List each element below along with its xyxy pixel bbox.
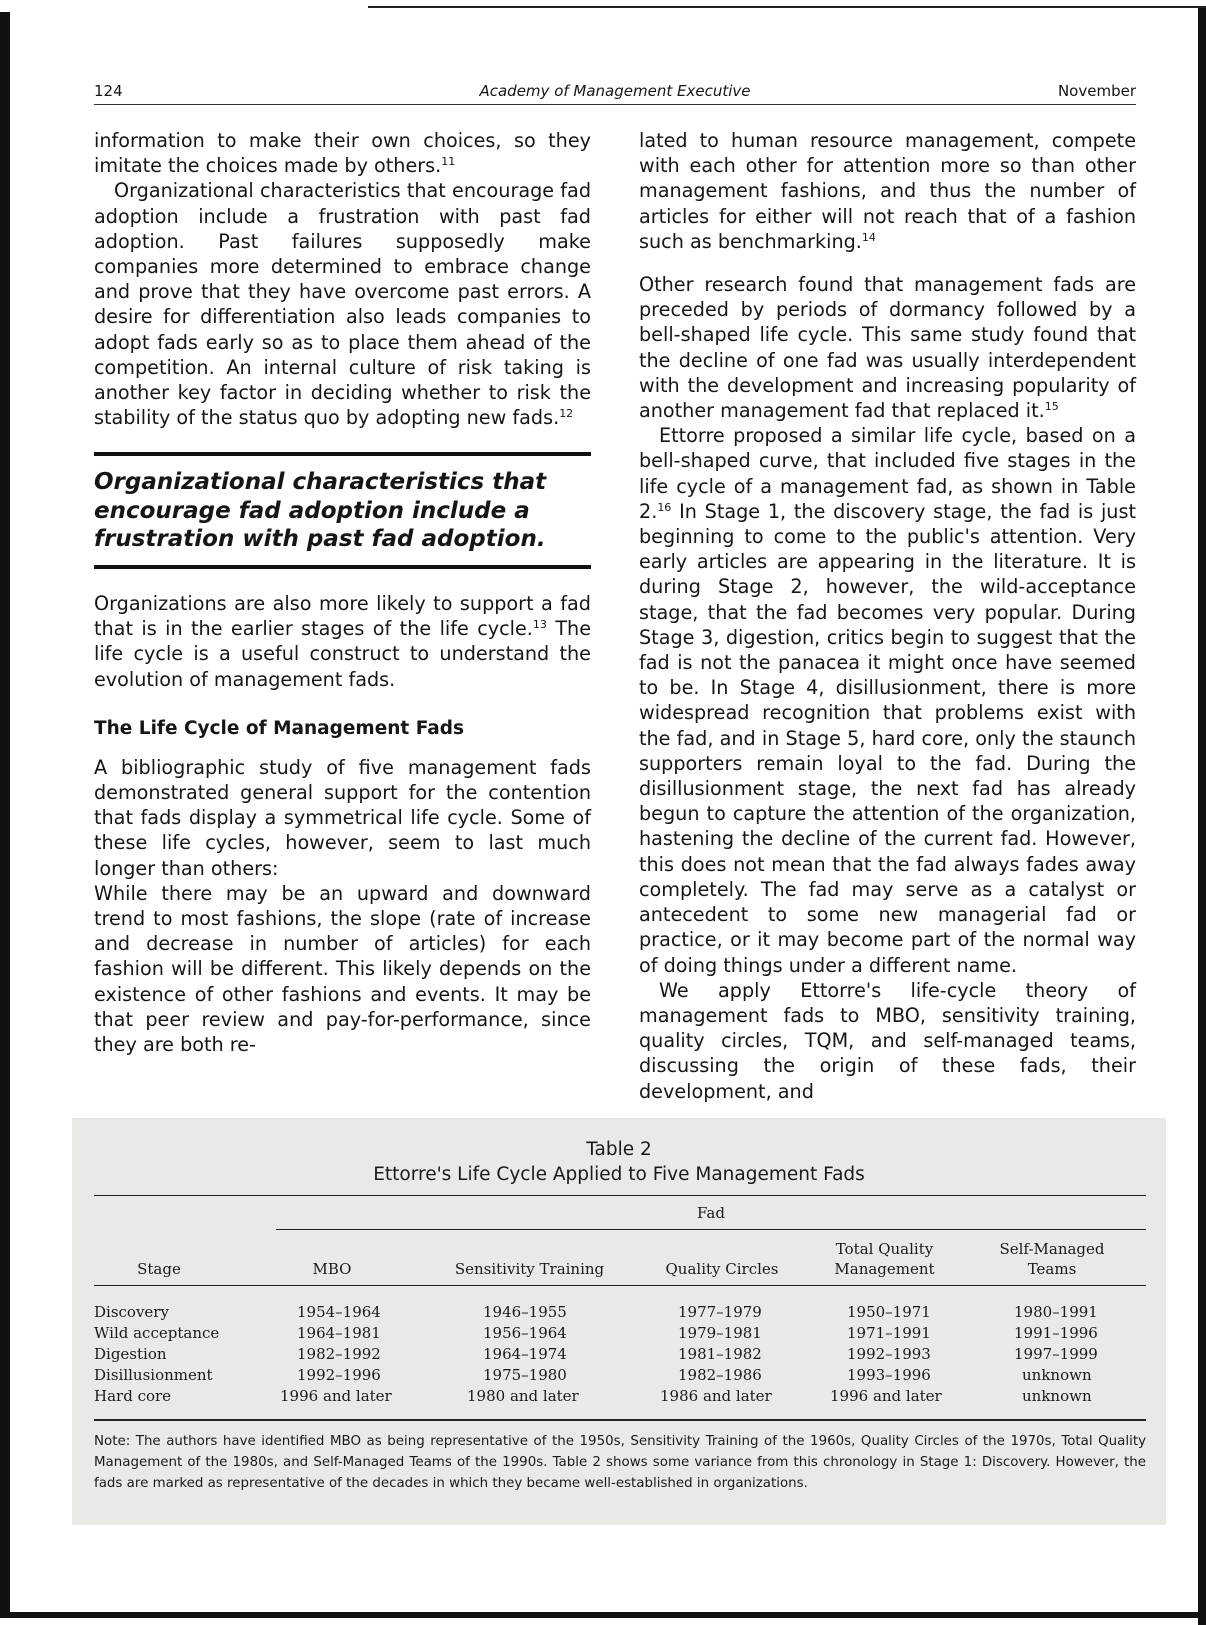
frame-bottom-rule [0,1612,1206,1618]
footnote-ref: 15 [1044,400,1059,414]
table-cell: 1979–1981 [678,1324,762,1342]
paragraph-text: lated to human resource management, compete with each other for attention more so than other management fashions, and thus the number of articles for either will not reach that of a fashion such as benchmarking. [639,129,1136,253]
table-cell: 1971–1991 [847,1324,931,1342]
frame-right-rule [1198,8,1206,1625]
header-bottom-rule [94,1285,1146,1286]
table-cell: 1964–1974 [483,1345,567,1363]
stage-cell: Discovery [94,1303,169,1321]
left-column [94,128,591,1057]
table-row [94,1387,1146,1408]
paragraph-text: In Stage 1, the discovery stage, the fad is just beginning to come to the public's attention. Very early articles are appearing in the literature. It is during Stage 2, however, the wild-acceptance stage, that the fad becomes very popular. During Stage 3, digestion, critics begin to suggest that the fad is not the panacea it might once have seemed to be. In Stage 4, disillusionment, there is more widespread recognition that problems exist with the fad, and in Stage 5, hard core, only the staunch supporters remain loyal to the fad. During the disillusionment stage, the next fad has already begun to capture the attention of the organization, hastening the decline of the current fad. However, this does not mean that the fad always fades away completely. The fad may serve as a catalyst or antecedent to some new managerial fad or practice, or it may become part of the normal way of doing things under a different name. [639,499,1136,977]
table-cell: 1956–1964 [483,1324,567,1342]
paragraph [94,128,591,178]
table-top-rule [94,1195,1146,1196]
table-row [94,1324,1146,1345]
col-header-tqm: Total Quality Management [834,1240,935,1278]
col-header-mbo: MBO [312,1260,352,1278]
table-cell: 1981–1982 [678,1345,762,1363]
col-header-self-managed-teams: Self-Managed Teams [999,1240,1105,1278]
table-row [94,1303,1146,1324]
issue-month: November [1057,82,1136,100]
running-head [94,80,1136,105]
page-number: 124 [94,82,123,100]
paragraph-text: Organizational characteristics that encourage fad adoption include a frustration with past fad adoption. Past failures supposedly make companies more determined to embrace change and prove that they have overcome past errors. A desire for differentiation also leads companies to adopt fads early so as to place them ahead of the competition. An internal culture of risk taking is another key factor in deciding whether to risk the stability of the status quo by adopting new fads. [94,179,591,430]
paragraph [639,272,1136,423]
col-header-sensitivity-training: Sensitivity Training [454,1260,605,1278]
table-cell: 1977–1979 [678,1303,762,1321]
section-heading: The Life Cycle of Management Fads [94,717,464,739]
table-cell: 1964–1981 [297,1324,381,1342]
table-2 [72,1118,1166,1525]
table-row [94,1366,1146,1387]
table-cell: 1992–1993 [847,1345,931,1363]
pull-quote: Organizational characteristics that encourage fad adoption include a frustration with past fad adoption. [94,452,591,569]
footnote-ref: 13 [532,618,547,632]
table-cell: 1954–1964 [297,1303,381,1321]
table-cell: 1975–1980 [483,1366,567,1384]
table-cell: 1980 and later [467,1387,579,1405]
footnote-ref: 14 [861,230,876,244]
table-cell: 1982–1986 [678,1366,762,1384]
stage-cell: Disillusionment [94,1366,213,1384]
table-heading [72,1137,1166,1187]
table-cell: unknown [1022,1366,1092,1384]
stage-cell: Hard core [94,1387,172,1405]
paragraph [639,423,1136,977]
col-header-quality-circles: Quality Circles [665,1260,779,1278]
right-column [639,128,1136,1104]
fad-group-header: Fad [697,1204,725,1222]
table-bottom-rule [94,1419,1146,1421]
table-cell: 1946–1955 [483,1303,567,1321]
table-cell: 1986 and later [660,1387,772,1405]
paragraph-text: information to make their own choices, so they imitate the choices made by others. [94,129,591,178]
paragraph: We apply Ettorre's life-cycle theory of management fads to MBO, sensitivity training, quality circles, TQM, and self-managed teams, discussing the origin of these fads, their development, and [639,978,1136,1103]
table-cell: 1993–1996 [847,1366,931,1384]
paragraph-text: Other research found that management fads are preceded by periods of dormancy followed by a bell-shaped life cycle. This same study found that the decline of one fad was usually interdependent with the development and increasing popularity of another management fad that replaced it. [639,273,1136,423]
table-cell: 1992–1996 [297,1366,381,1384]
table-title: Ettorre's Life Cycle Applied to Five Management Fads [373,1164,865,1185]
table-cell: 1991–1996 [1014,1324,1098,1342]
table-cell: 1996 and later [280,1387,392,1405]
frame-left-rule [0,12,10,1612]
table-note: Note: The authors have identified MBO as being representative of the 1950s, Sensitivity Training of the 1960s, Quality Circles of the 1970s, Total Quality Management of the 1980s, and Self-Managed Teams of the 1990s. Table 2 shows some variance from this chronology in Stage 1: Discovery. However, the fads are marked as representative of the decades in which they became well-established in organizations. [94,1434,1146,1491]
table-row [94,1345,1146,1366]
fad-group-rule [276,1229,1146,1230]
block-quote-continued [639,128,1136,254]
paragraph [94,591,591,692]
paragraph-text: The life cycle is a useful construct to understand the evolution of management fads. [94,617,591,691]
block-quote: While there may be an upward and downward trend to most fashions, the slope (rate of increase and decrease in number of articles) for each fashion will be different. This likely depends on the existence of other fashions and events. It may be that peer review and pay-for-performance, since they are both re- [94,881,591,1056]
frame-top-rule [368,6,1206,8]
table-cell: unknown [1022,1387,1092,1405]
table-cell: 1996 and later [830,1387,942,1405]
paragraph-text: Ettorre proposed a similar life cycle, based on a bell-shaped curve, that included five stages in the life cycle of a management fad, as shown in Table 2. [639,424,1136,523]
table-cell: 1982–1992 [297,1345,381,1363]
table-label: Table 2 [586,1139,652,1160]
table-cell: 1950–1971 [847,1303,931,1321]
table-cell: 1980–1991 [1014,1303,1098,1321]
journal-title: Academy of Management Executive [479,82,751,100]
footnote-ref: 11 [441,155,456,169]
paragraph: A bibliographic study of five management fads demonstrated general support for the contention that fads display a symmetrical life cycle. Some of these life cycles, however, seem to last much longer than others: [94,755,591,880]
footnote-ref: 12 [559,407,574,421]
paragraph [94,178,591,430]
stage-cell: Wild acceptance [94,1324,220,1342]
paragraph-text: Organizations are also more likely to support a fad that is in the earlier stages of the life cycle. [94,591,591,641]
stage-cell: Digestion [94,1345,167,1363]
col-header-stage: Stage [137,1260,181,1278]
footnote-ref: 16 [657,500,672,514]
table-cell: 1997–1999 [1014,1345,1098,1363]
spacer [639,254,1136,272]
